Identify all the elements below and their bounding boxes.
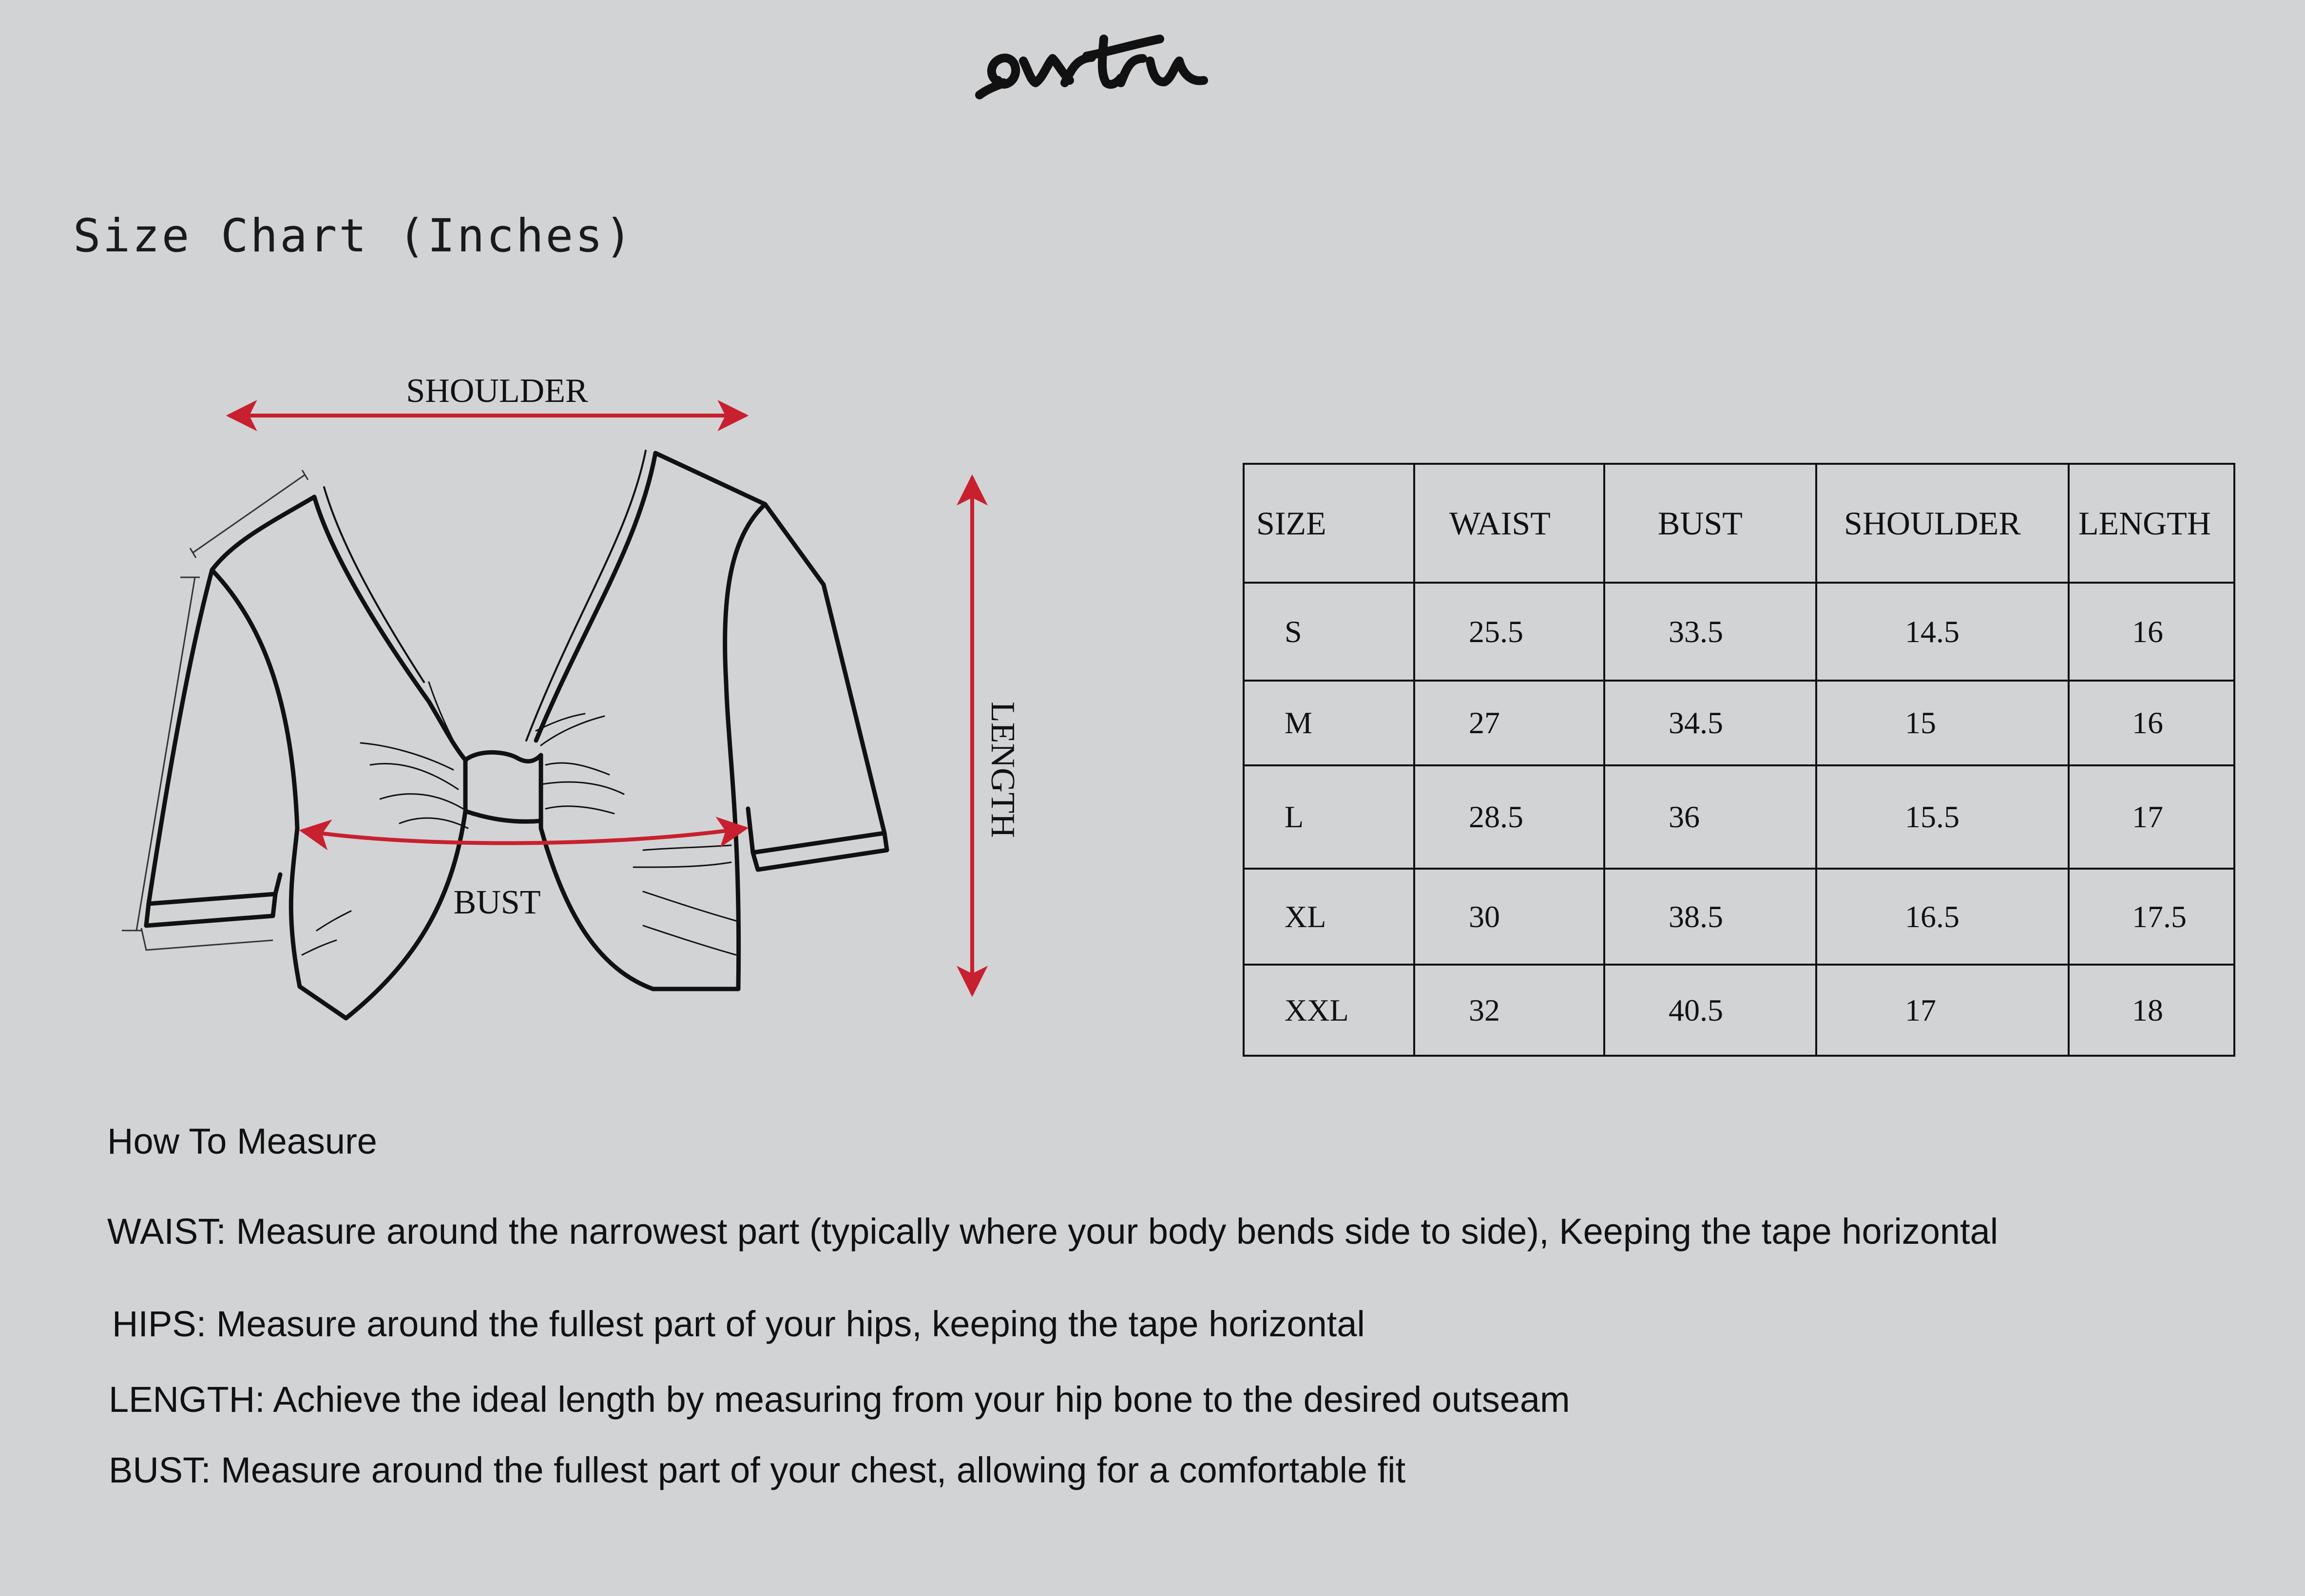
cell-bust: 33.5 bbox=[1604, 583, 1816, 681]
header-bust: BUST bbox=[1604, 464, 1816, 583]
cell-waist: 27 bbox=[1414, 681, 1604, 765]
cell-waist: 30 bbox=[1414, 869, 1604, 965]
header-shoulder: SHOULDER bbox=[1816, 464, 2069, 583]
bust-arrow bbox=[302, 828, 746, 843]
cell-length: 16 bbox=[2069, 681, 2234, 765]
header-length: LENGTH bbox=[2069, 464, 2234, 583]
instruction-length: LENGTH: Achieve the ideal length by measuring from your hip bone to the desired outseam bbox=[109, 1379, 1570, 1420]
cell-waist: 32 bbox=[1414, 965, 1604, 1056]
table-row bbox=[1244, 965, 2234, 1056]
blouse-outline bbox=[146, 451, 887, 1018]
cell-shoulder: 16.5 bbox=[1816, 869, 2069, 965]
cell-shoulder: 15 bbox=[1816, 681, 2069, 765]
size-chart-table bbox=[1243, 463, 2235, 1057]
cell-length: 17 bbox=[2069, 765, 2234, 869]
cell-bust: 40.5 bbox=[1604, 965, 1816, 1056]
cell-size: XXL bbox=[1244, 965, 1414, 1056]
table-row bbox=[1244, 583, 2234, 681]
cell-shoulder: 17 bbox=[1816, 965, 2069, 1056]
cell-length: 16 bbox=[2069, 583, 2234, 681]
length-label: LENGTH bbox=[984, 702, 1021, 838]
cell-shoulder: 14.5 bbox=[1816, 583, 2069, 681]
cell-size: M bbox=[1244, 681, 1414, 765]
bust-label: BUST bbox=[453, 884, 541, 921]
instruction-bust: BUST: Measure around the fullest part of your chest, allowing for a comfortable fit bbox=[109, 1450, 1406, 1490]
header-waist: WAIST bbox=[1414, 464, 1604, 583]
table-row bbox=[1244, 765, 2234, 869]
table-header-row bbox=[1244, 464, 2234, 583]
cell-waist: 28.5 bbox=[1414, 765, 1604, 869]
instruction-waist: WAIST: Measure around the narrowest part (typically where your body bends side to side), Keeping the tape horizontal bbox=[107, 1211, 1998, 1252]
cell-bust: 36 bbox=[1604, 765, 1816, 869]
cell-size: S bbox=[1244, 583, 1414, 681]
brand-logo bbox=[975, 10, 1248, 122]
cell-size: L bbox=[1244, 765, 1414, 869]
cell-length: 17.5 bbox=[2069, 869, 2234, 965]
table-row bbox=[1244, 869, 2234, 965]
header-size: SIZE bbox=[1244, 464, 1414, 583]
instruction-hips: HIPS: Measure around the fullest part of your hips, keeping the tape horizontal bbox=[112, 1304, 1365, 1344]
cell-bust: 34.5 bbox=[1604, 681, 1816, 765]
shoulder-label: SHOULDER bbox=[406, 372, 588, 410]
cell-size: XL bbox=[1244, 869, 1414, 965]
page-title: Size Chart (Inches) bbox=[73, 209, 634, 263]
cell-waist: 25.5 bbox=[1414, 583, 1604, 681]
table-row bbox=[1244, 681, 2234, 765]
cell-length: 18 bbox=[2069, 965, 2234, 1056]
cell-bust: 38.5 bbox=[1604, 869, 1816, 965]
instructions-heading: How To Measure bbox=[107, 1121, 377, 1161]
cell-shoulder: 15.5 bbox=[1816, 765, 2069, 869]
garment-diagram bbox=[0, 341, 1121, 1047]
